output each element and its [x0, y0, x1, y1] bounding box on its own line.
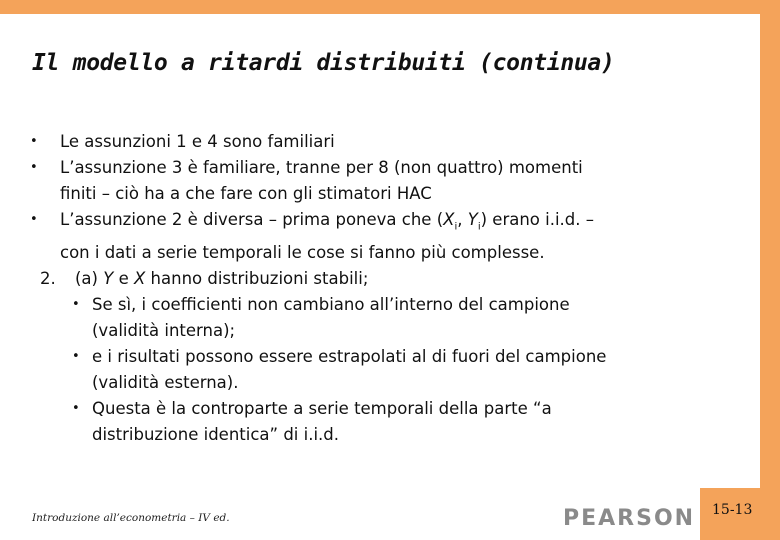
bullet-text: L’assunzione 3 è familiare, tranne per 8 (non quattro) momenti — [60, 158, 583, 177]
bullet-1 — [30, 129, 755, 155]
sub-bullet-3-continued — [30, 422, 755, 448]
slide-content — [30, 129, 755, 448]
pearson-logo: PEARSON — [563, 506, 696, 531]
bullet-icon: • — [72, 297, 80, 313]
var-x: X — [133, 269, 146, 289]
var-y: Y — [467, 210, 478, 229]
slide-canvas — [0, 14, 760, 540]
bullet-text: (validità interna); — [92, 321, 236, 341]
bullet-text: finiti – ciò ha a che fare con gli stimatori HAC — [60, 184, 432, 203]
var-x: X — [443, 210, 455, 229]
bullet-3 — [30, 207, 755, 240]
number-marker: 2. — [40, 269, 56, 289]
bullet-text: Se sì, i coefficienti non cambiano all’interno del campione — [92, 295, 570, 315]
bullet-icon: • — [72, 401, 80, 417]
bullet-text: distribuzione identica” di i.i.d. — [92, 425, 339, 445]
bullet-icon: • — [72, 349, 80, 365]
page-number: 15-13 — [712, 502, 753, 518]
bullet-icon: • — [30, 134, 38, 149]
bullet-text: (validità esterna). — [92, 373, 239, 393]
numbered-item-2 — [30, 266, 755, 292]
sub-bullet-2-continued — [30, 370, 755, 396]
bullet-2-continued — [30, 181, 755, 207]
sub-bullet-1 — [30, 292, 755, 318]
item-text: e — [113, 269, 134, 289]
bullet-text: Questa è la controparte a serie temporali della parte “a — [92, 399, 552, 419]
bullet-2 — [30, 155, 755, 181]
item-text: hanno distribuzioni stabili; — [145, 269, 369, 289]
bullet-icon: • — [30, 212, 38, 227]
sub-bullet-1-continued — [30, 318, 755, 344]
subscript-i: i — [477, 221, 481, 233]
sub-bullet-2 — [30, 344, 755, 370]
bullet-text: Le assunzioni 1 e 4 sono familiari — [60, 132, 335, 151]
bullet-text: ) erano i.i.d. – — [480, 210, 595, 229]
var-y: Y — [103, 269, 114, 289]
bullet-3-continued — [30, 240, 755, 266]
subscript-i: i — [454, 221, 458, 233]
bullet-text: con i dati a serie temporali le cose si fanno più complesse. — [60, 243, 545, 263]
footer-book-title: Introduzione all’econometria – IV ed. — [32, 512, 230, 524]
bullet-text: L’assunzione 2 è diversa – prima poneva che ( — [60, 210, 444, 229]
page-number-box — [700, 488, 780, 540]
sub-bullet-3 — [30, 396, 755, 422]
bullet-text: e i risultati possono essere estrapolati al di fuori del campione — [92, 347, 607, 367]
bullet-text: , — [457, 210, 468, 229]
item-text: (a) — [75, 269, 104, 289]
slide-title: Il modello a ritardi distribuiti (continua) — [32, 50, 615, 76]
bullet-icon: • — [30, 160, 38, 175]
